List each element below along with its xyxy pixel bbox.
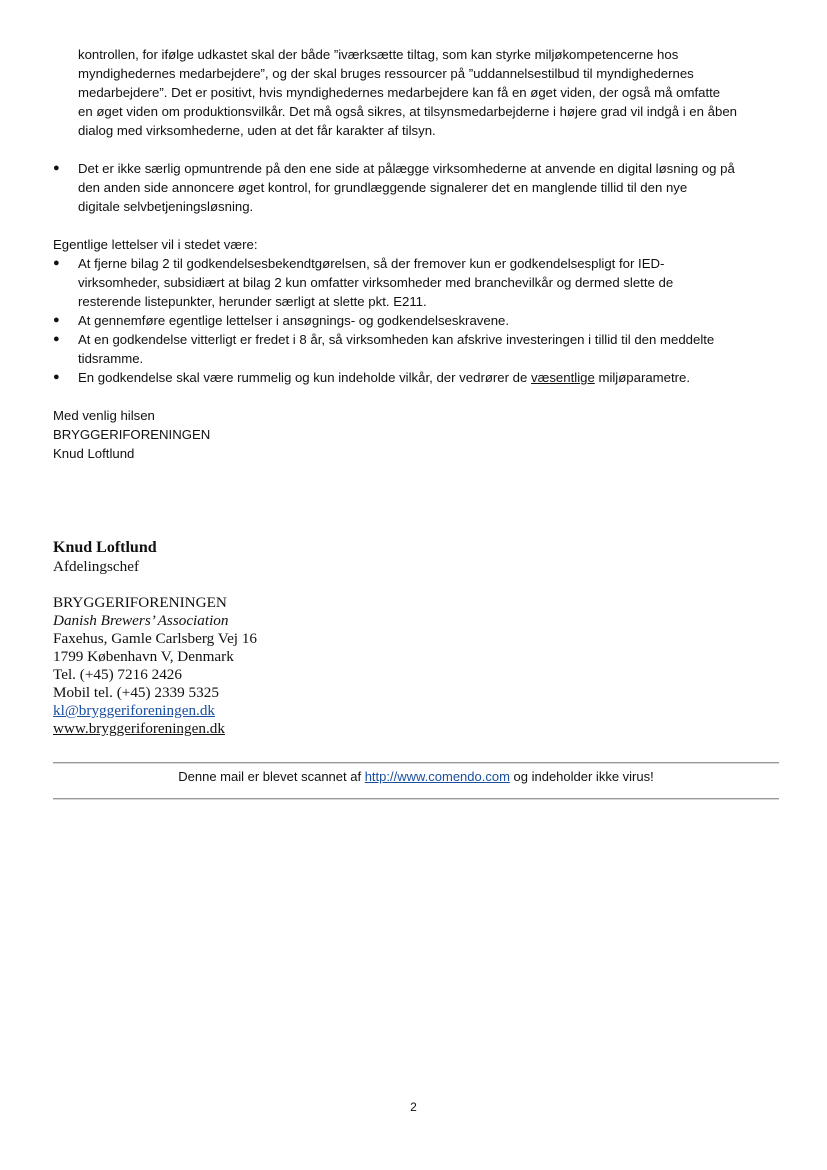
relief-line: At en godkendelse vitterligt er fredet i 8 år, så virksomheden kan afskrive investeringen i tillid til den meddelte bbox=[78, 332, 715, 347]
bullet-icon: ● bbox=[53, 257, 60, 269]
bullet-icon: ● bbox=[53, 333, 60, 345]
signature-org-english: Danish Brewers’ Association bbox=[53, 612, 229, 629]
bullet-icon: ● bbox=[53, 314, 60, 326]
website-link[interactable]: www.bryggeriforeningen.dk bbox=[53, 720, 225, 737]
scan-notice-text: og indeholder ikke virus! bbox=[509, 769, 654, 784]
bullet-line: Det er ikke særlig opmuntrende på den ene side at pålægge virksomhederne at anvende en digital løsning og på bbox=[78, 161, 735, 176]
signature-website-line bbox=[53, 720, 783, 738]
closing-greeting: Med venlig hilsen bbox=[53, 408, 155, 423]
signature-address: Faxehus, Gamle Carlsberg Vej 16 bbox=[53, 630, 258, 647]
intro-line: medarbejdere”. Det er positivt, hvis myndighedernes medarbejdere kan få en øget viden, der også må omfatte bbox=[78, 85, 721, 100]
list-item bbox=[53, 254, 783, 311]
signature-spacer bbox=[53, 576, 783, 594]
comendo-link[interactable]: http://www.comendo.com bbox=[364, 769, 510, 784]
relief-line: At gennemføre egentlige lettelser i ansøgnings- og godkendelseskravene. bbox=[78, 313, 510, 328]
list-item bbox=[53, 159, 783, 216]
underlined-word: væsentlige bbox=[531, 370, 595, 385]
divider-top bbox=[53, 762, 779, 764]
list-item bbox=[53, 368, 783, 387]
intro-line: dialog med virksomhederne, uden at det får karakter af tilsyn. bbox=[78, 123, 436, 138]
signature-phone: Tel. (+45) 7216 2426 bbox=[53, 666, 182, 683]
bullet-line: digitale selvbetjeningsløsning. bbox=[78, 199, 254, 214]
email-link[interactable]: kl@bryggeriforeningen.dk bbox=[53, 702, 216, 719]
scan-notice-text: Denne mail er blevet scannet af bbox=[178, 769, 365, 784]
relief-line bbox=[78, 368, 783, 387]
scan-notice bbox=[53, 768, 779, 786]
signature-postal: 1799 København V, Denmark bbox=[53, 648, 234, 665]
signature-org: BRYGGERIFORENINGEN bbox=[53, 594, 227, 611]
signature-block bbox=[53, 538, 783, 738]
relief-line: tidsramme. bbox=[78, 351, 144, 366]
relief-line: virksomheder, subsidiært at bilag 2 kun omfatter virksomheder med branchevilkår og dermed slette de bbox=[78, 275, 674, 290]
signature-mobile: Mobil tel. (+45) 2339 5325 bbox=[53, 684, 219, 701]
relief-line: At fjerne bilag 2 til godkendelsesbekendtgørelsen, så der fremover kun er godkendelsespligt for IED- bbox=[78, 256, 665, 271]
divider-bottom bbox=[53, 798, 779, 800]
bullet-icon: ● bbox=[53, 162, 60, 174]
intro-line: myndighedernes medarbejdere”, og der skal bruges ressourcer på ”uddannelsestilbud til myndighedernes bbox=[78, 66, 694, 81]
relief-section bbox=[53, 235, 783, 387]
closing-org: BRYGGERIFORENINGEN bbox=[53, 427, 211, 442]
list-item bbox=[53, 311, 783, 330]
closing bbox=[53, 406, 783, 463]
relief-text: miljøparametre. bbox=[594, 370, 691, 385]
intro-paragraph bbox=[53, 45, 808, 140]
intro-line: en øget viden om produktionsvilkår. Det må også sikres, at tilsynsmedarbejderne i højere grad vil indgå i en åben bbox=[78, 104, 737, 119]
digital-solution-bullet bbox=[53, 159, 783, 216]
closing-name: Knud Loftlund bbox=[53, 446, 135, 461]
signature-email-line bbox=[53, 702, 783, 720]
signature-name: Knud Loftlund bbox=[53, 539, 157, 556]
bullet-icon: ● bbox=[53, 371, 60, 383]
bullet-line: den anden side annoncere øget kontrol, for grundlæggende signalerer det en manglende tillid til den nye bbox=[78, 180, 688, 195]
page-number: 2 bbox=[410, 1100, 417, 1114]
relief-heading: Egentlige lettelser vil i stedet være: bbox=[53, 237, 258, 252]
list-item bbox=[53, 330, 783, 368]
intro-line: kontrollen, for ifølge udkastet skal der både ”iværksætte tiltag, som kan styrke miljøkompetencerne hos bbox=[78, 47, 679, 62]
signature-title: Afdelingschef bbox=[53, 558, 140, 575]
relief-line: resterende listepunkter, herunder særligt at slette pkt. E211. bbox=[78, 294, 427, 309]
relief-text: En godkendelse skal være rummelig og kun indeholde vilkår, der vedrører de bbox=[78, 370, 532, 385]
relief-list bbox=[53, 254, 783, 387]
